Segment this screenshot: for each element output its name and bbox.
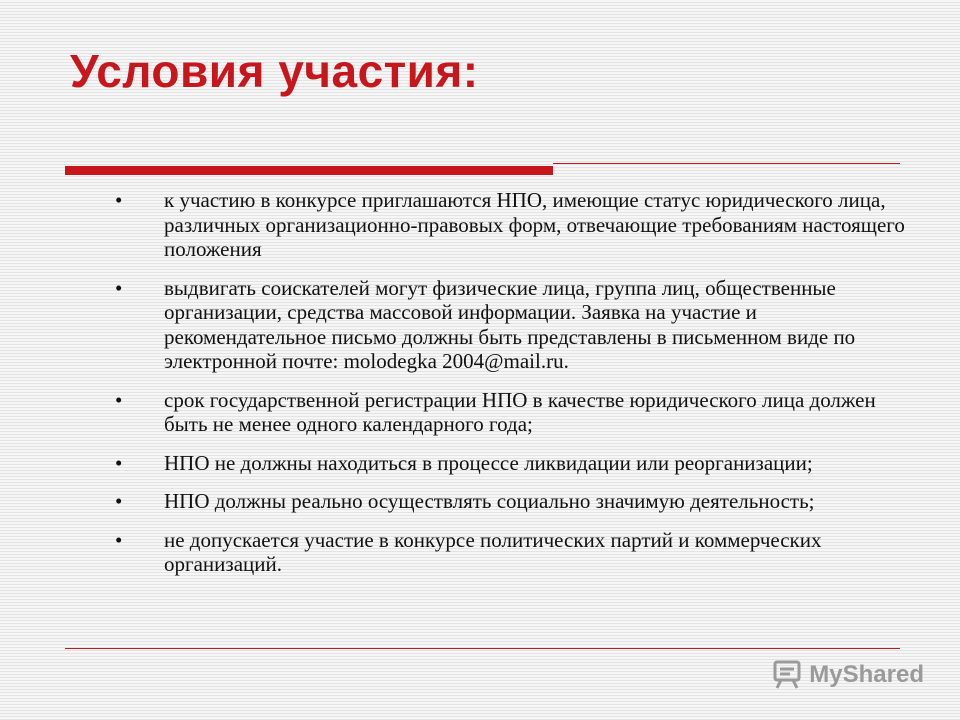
watermark[interactable] [771,660,924,690]
bullet-marker: • [115,489,123,513]
bullet-text: к участию в конкурсе приглашаются НПО, имеющие статус юридического лица, различных организационно-правовых форм, отвечающие требованиям настоящего положения [164,188,905,261]
bullet-item [115,276,905,374]
bullet-item [115,451,905,476]
presentation-board-icon [771,660,803,690]
bullet-text: срок государственной регистрации НПО в качестве юридического лица должен быть не менее одного календарного года; [164,387,876,436]
bullet-marker: • [115,387,123,412]
bullet-text: НПО не должны находиться в процессе ликвидации или реорганизации; [164,450,813,475]
bullet-item [115,388,905,437]
bullet-text: не допускается участие в конкурсе политических партий и коммерческих организаций. [164,527,822,576]
bullet-marker: • [115,188,123,212]
bottom-rule [65,648,900,649]
watermark-text: MyShared [809,661,924,688]
bullet-item [115,528,905,577]
bullet-marker: • [115,275,123,300]
bullet-marker: • [115,450,123,475]
bullet-text: НПО должны реально осуществлять социально значимую деятельность; [164,489,815,513]
bullet-marker: • [115,527,123,552]
bullet-item [115,489,905,514]
title-underline-thick [65,166,553,175]
bullet-item [115,188,905,262]
bullet-text: выдвигать соискателей могут физические лица, группа лиц, общественные организации, средства массовой информации. Заявка на участие и рекомендательное письмо должны быть представлены в письменном виде по электронной почте: molodegka 2004@mail.ru. [164,275,856,373]
bullet-list [115,188,905,591]
title-underline-thin [553,163,900,164]
slide-title: Условия участия: [70,45,479,97]
